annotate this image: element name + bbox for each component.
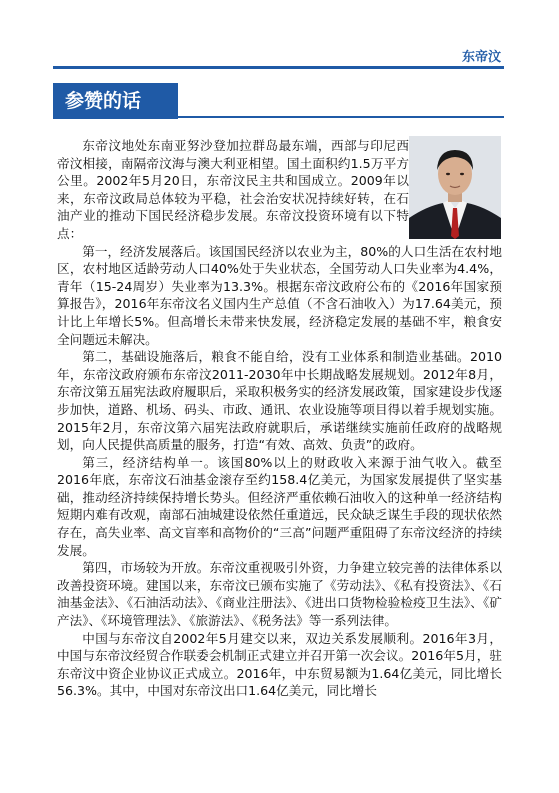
paragraph-intro: 东帝汶地处东南亚努沙登加拉群岛最东端，西部与印尼西帝汶相接，南隔帝汶海与澳大利亚相望。国土面积约1.5万平方公里。2002年5月20日，东帝汶民主共和国成立。2009年以来，东帝汶政局总体较为平稳，社会治安状况持续好转，在石油产业的推动下国民经济稳步发展。东帝汶投资环境有以下特点： [57, 138, 409, 241]
paragraph-point-3: 第三，经济结构单一。该国80%以上的财政收入来源于油气收入。截至2016年底，东帝汶石油基金滚存至约158.4亿美元，为国家发展提供了坚实基础，推动经济持续保持增长势头。但经济严重依赖石油收入的这种单一经济结构短期内难有改观，南部石油城建设依然任重道远，民众缺乏谋生手段的现状依然存在，高失业率、高文盲率和高物价的“三高”问题严重阻碍了东帝汶经济的持续发展。 [57, 454, 502, 558]
page-header-title: 东帝汶 [461, 50, 501, 65]
section-title-banner: 参赞的话 [53, 83, 178, 119]
paragraph-bilateral: 中国与东帝汶自2002年5月建交以来，双边关系发展顺利。2016年3月，中国与东帝汶经贸合作联委会机制正式建立并召开第一次会议。2016年5月，驻东帝汶中资企业协议正式成立。2016年，中东贸易额为1.64亿美元，同比增长56.3%。其中，中国对东帝汶出口1.64亿美元，同比增长 [57, 630, 502, 699]
section-divider [178, 116, 504, 118]
paragraph-point-2: 第二，基础设施落后，粮食不能自给，没有工业体系和制造业基础。2010年，东帝汶政府颁布东帝汶2011-2030年中长期战略发展规划。2012年8月，东帝汶第五届宪法政府履职后，采取积极务实的经济发展政策，国家建设步伐逐步加快，道路、机场、码头、市政、通讯、农业设施等项目得以着手规划实施。2015年2月，东帝汶第六届宪法政府就职后，承诺继续实施前任政府的战略规划，向人民提供高质量的服务，打造“有效、高效、负责”的政府。 [57, 349, 502, 453]
paragraph-point-1: 第一，经济发展落后。该国国民经济以农业为主，80%的人口生活在农村地区，农村地区适龄劳动人口40%处于失业状态，全国劳动人口失业率为4.4%，青年（15-24周岁）失业率为13.3%。根据东帝汶政府公布的《2016年国家预算报告》，2016年东帝汶名义国内生产总值（不含石油收入）为17.64美元，预计比上年增长5%。但高增长未带来快发展，经济稳定发展的基础不牢，粮食安全问题远未解决。 [57, 243, 502, 347]
article-body [57, 137, 502, 700]
paragraph-point-4: 第四，市场较为开放。东帝汶重视吸引外资，力争建立较完善的法律体系以改善投资环境。建国以来，东帝汶已颁布实施了《劳动法》、《私有投资法》、《石油基金法》、《石油活动法》、《商业注册法》、《进出口货物检验检疫卫生法》、《矿产法》、《环境管理法》、《旅游法》、《税务法》等一系列法律。 [57, 560, 502, 629]
header-divider [53, 66, 504, 69]
